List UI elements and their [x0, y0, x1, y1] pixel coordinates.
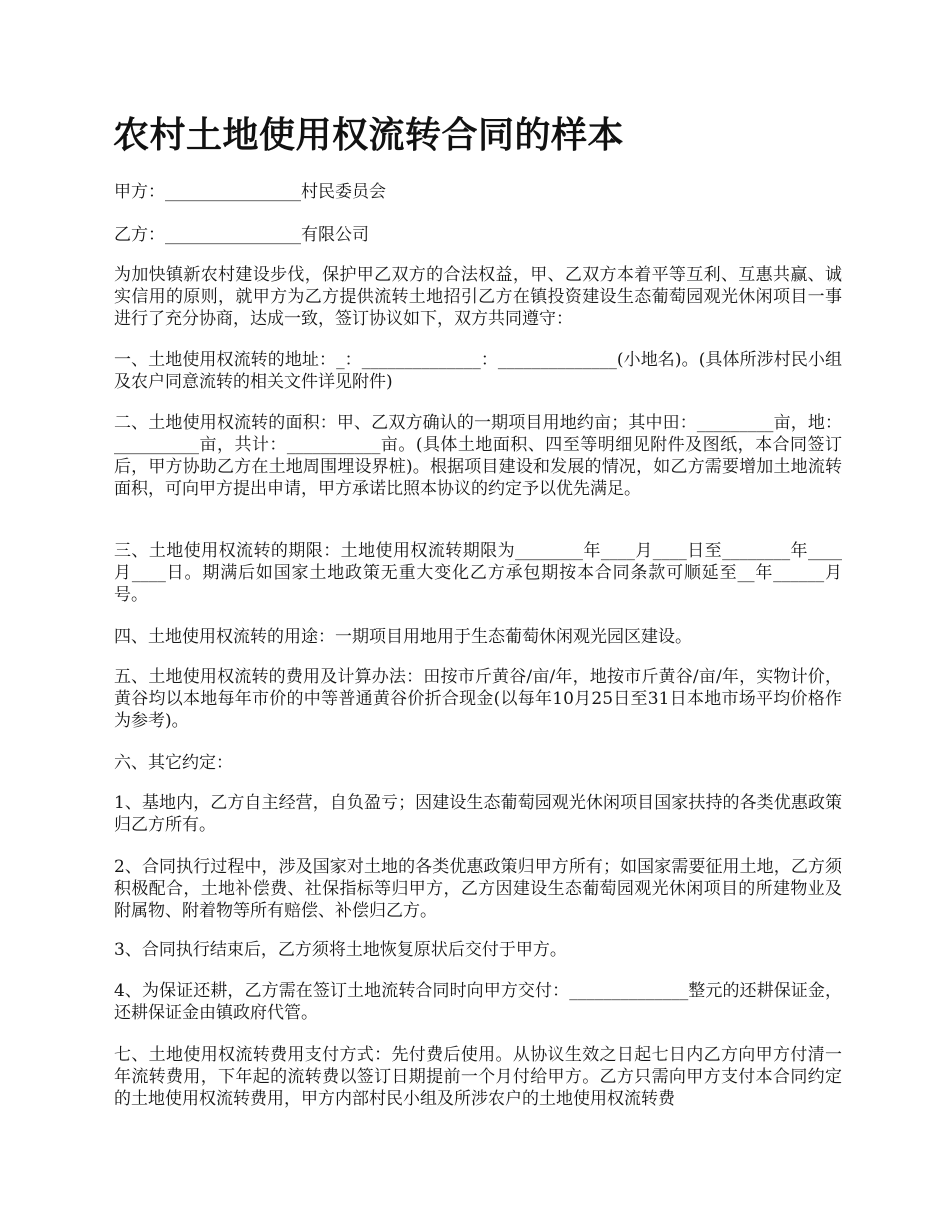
clause-6-item-4: 4、为保证还耕，乙方需在签订土地流转合同时向甲方交付：______________整元的还耕保证金，还耕保证金由镇政府代管。: [114, 981, 842, 1023]
clause-6-item-2: 2、合同执行过程中，涉及国家对土地的各类优惠政策归甲方所有；如国家需要征用土地，乙方须积极配合，土地补偿费、社保指标等归甲方，乙方因建设生态葡萄园观光休闲项目的所建物业及附属物、附着物等所有赔偿、补偿归乙方。: [114, 857, 842, 921]
clause-2-paragraph: 二、土地使用权流转的面积：甲、乙双方确认的一期项目用地约亩；其中田：_________亩，地：__________亩，共计：___________亩。(具体土地面积、四至等明细见附件及图纸，本合同签订后，甲方协助乙方在土地周围埋设界桩)。根据项目建设和发展的情况，如乙方需要增加土地流转面积，可向甲方提出申请，甲方承诺比照本协议的约定予以优先满足。: [114, 413, 842, 499]
clause-6-heading: 六、其它约定：: [114, 753, 233, 773]
clause-1-paragraph: 一、土地使用权流转的地址：_：______________：______________(小地名)。(具体所涉村民小组及农户同意流转的相关文件详见附件): [114, 350, 842, 392]
party-b-line: 乙方：________________有限公司: [114, 225, 369, 245]
clause-4-paragraph: 四、土地使用权流转的用途：一期项目用地用于生态葡萄休闲观光园区建设。: [114, 627, 692, 647]
clause-5-paragraph: 五、土地使用权流转的费用及计算办法：田按市斤黄谷/亩/年，地按市斤黄谷/亩/年，实物计价，黄谷均以本地每年市价的中等普通黄谷价折合现金(以每年10月25日至31日本地市场平均价格作为参考)。: [114, 667, 842, 731]
clause-3-paragraph: 三、土地使用权流转的期限：土地使用权流转期限为________年____月____日至________年____月____日。期满后如国家土地政策无重大变化乙方承包期按本合同条款可顺延至__年______月号。: [114, 541, 842, 605]
preamble-paragraph: 为加快镇新农村建设步伐，保护甲乙双方的合法权益，甲、乙双方本着平等互利、互惠共赢、诚实信用的原则，就甲方为乙方提供流转土地招引乙方在镇投资建设生态葡萄园观光休闲项目一事进行了充分协商，达成一致，签订协议如下，双方共同遵守：: [114, 265, 842, 329]
clause-6-item-3: 3、合同执行结束后，乙方须将土地恢复原状后交付于甲方。: [114, 940, 567, 960]
clause-7-paragraph: 七、土地使用权流转费用支付方式：先付费后使用。从协议生效之日起七日内乙方向甲方付清一年流转费用，下年起的流转费以签订日期提前一个月付给甲方。乙方只需向甲方支付本合同约定的土地使用权流转费用，甲方内部村民小组及所涉农户的土地使用权流转费: [114, 1045, 842, 1109]
clause-6-item-1: 1、基地内，乙方自主经营，自负盈亏；因建设生态葡萄园观光休闲项目国家扶持的各类优惠政策归乙方所有。: [114, 793, 842, 835]
party-a-line: 甲方：________________村民委员会: [114, 182, 386, 202]
document-title: 农村土地使用权流转合同的样本: [113, 115, 625, 156]
